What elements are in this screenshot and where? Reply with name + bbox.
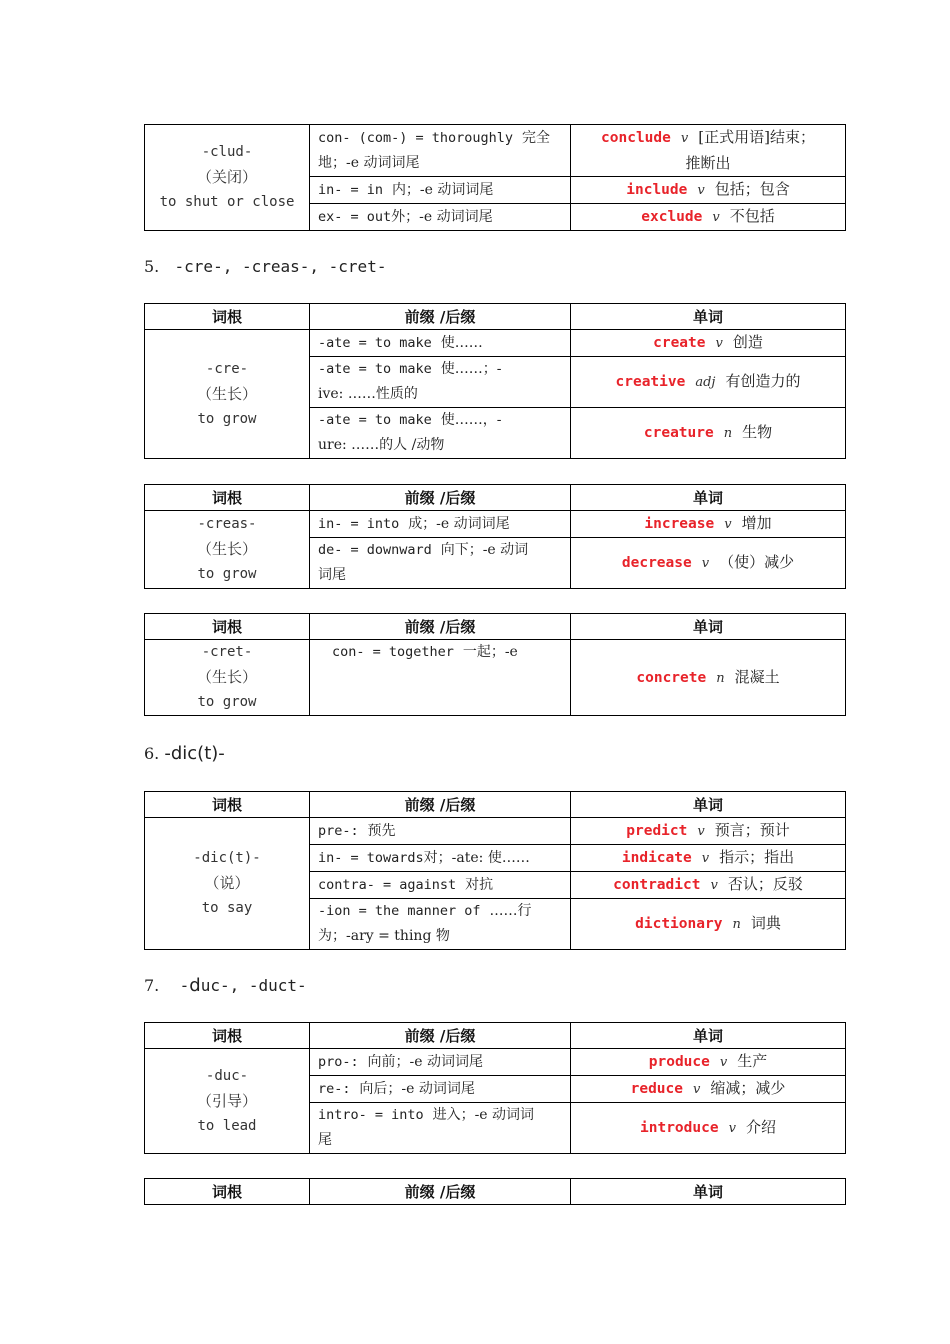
affix-cell: intro- = into 进入；-e 动词词 尾 [310, 1103, 571, 1154]
word-decrease: decrease [621, 555, 692, 571]
header-word: 单词 [571, 792, 846, 818]
affix-cell: con- (com-) = thoroughly 完全地；-e 动词词尾 [310, 125, 571, 177]
table-dict [144, 791, 846, 950]
word-dictionary: dictionary [635, 916, 723, 932]
header-root: 词根 [145, 1179, 310, 1205]
header-root: 词根 [145, 1023, 310, 1049]
header-root: 词根 [145, 485, 310, 511]
word-indicate: indicate [621, 850, 692, 866]
header-affix: 前缀 /后缀 [310, 485, 571, 511]
table-row [145, 818, 846, 845]
affix-cell: -ion = the manner of ……行 为；-ary = thing 物 [310, 899, 571, 950]
table-row [145, 1049, 846, 1076]
root-cell: -creas- （生长） to grow [145, 511, 310, 589]
table-header-row [145, 614, 846, 640]
affix-cell: in- = into 成；-e 动词词尾 [310, 511, 571, 538]
affix-cell: con- = together 一起；-e [310, 640, 571, 716]
section-heading-7: 7. -duc-, -duct- [144, 975, 307, 996]
table-row [145, 330, 846, 357]
header-affix: 前缀 /后缀 [310, 1179, 571, 1205]
word-contradict: contradict [613, 877, 701, 893]
word-cell: increase v 增加 [571, 511, 846, 538]
root-form: -clud- [201, 144, 253, 160]
table-header-row [145, 485, 846, 511]
affix-cell: pro-: 向前；-e 动词词尾 [310, 1049, 571, 1076]
affix-cell: contra- = against 对抗 [310, 872, 571, 899]
header-affix: 前缀 /后缀 [310, 304, 571, 330]
word-include: include [626, 182, 688, 198]
section-heading-5: 5. -cre-, -creas-, -cret- [144, 257, 387, 276]
header-affix: 前缀 /后缀 [310, 1023, 571, 1049]
word-concrete: concrete [636, 669, 707, 686]
root-cell: -duc- （引导） to lead [145, 1049, 310, 1154]
word-cell: creature n 生物 [571, 408, 846, 459]
table-header-row [145, 304, 846, 330]
section-heading-6: 6. -dic(t)- [144, 743, 225, 764]
word-cell: exclude v 不包括 [571, 204, 846, 231]
word-cell: dictionary n 词典 [571, 899, 846, 950]
word-introduce: introduce [640, 1120, 719, 1136]
word-creature: creature [643, 425, 714, 441]
word-cell: produce v 生产 [571, 1049, 846, 1076]
affix-cell: ex- = out外；-e 动词词尾 [310, 204, 571, 231]
table-cre [144, 303, 846, 459]
word-cell: creative adj 有创造力的 [571, 357, 846, 408]
header-word: 单词 [571, 614, 846, 640]
table-duc [144, 1022, 846, 1154]
root-cell: -dic(t)- （说） to say [145, 818, 310, 950]
affix-cell: -ate = to make 使…… [310, 330, 571, 357]
header-root: 词根 [145, 792, 310, 818]
table-header-row [145, 792, 846, 818]
word-increase: increase [644, 516, 715, 532]
header-root: 词根 [145, 614, 310, 640]
word-cell: indicate v 指示；指出 [571, 845, 846, 872]
affix-cell: -ate = to make 使……，- ure: ……的人 /动物 [310, 408, 571, 459]
header-word: 单词 [571, 304, 846, 330]
header-word: 单词 [571, 1179, 846, 1205]
table-creas [144, 484, 846, 589]
word-predict: predict [626, 823, 688, 839]
affix-cell: in- = in 内；-e 动词词尾 [310, 177, 571, 204]
root-meaning-en: to shut or close [159, 194, 295, 210]
affix-cell: de- = downward 向下；-e 动词 词尾 [310, 538, 571, 589]
word-cell: include v 包括；包含 [571, 177, 846, 204]
word-cell: decrease v （使）减少 [571, 538, 846, 589]
word-conclude: conclude [601, 130, 671, 146]
word-reduce: reduce [630, 1081, 683, 1097]
word-cell: create v 创造 [571, 330, 846, 357]
word-cell: conclude v [正式用语]结束； 推断出 [571, 125, 846, 177]
header-affix: 前缀 /后缀 [310, 614, 571, 640]
table-next [144, 1178, 846, 1205]
word-cell: reduce v 缩减；减少 [571, 1076, 846, 1103]
word-creative: creative [615, 374, 686, 390]
table-row [145, 125, 846, 177]
table-row [145, 511, 846, 538]
header-affix: 前缀 /后缀 [310, 792, 571, 818]
affix-cell: -ate = to make 使……；- ive: ……性质的 [310, 357, 571, 408]
word-cell: contradict v 否认；反驳 [571, 872, 846, 899]
word-cell: concrete n 混凝土 [571, 640, 846, 716]
table-cret [144, 613, 846, 716]
header-root: 词根 [145, 304, 310, 330]
word-cell: introduce v 介绍 [571, 1103, 846, 1154]
table-row [145, 640, 846, 716]
affix-cell: in- = towards对；-ate: 使…… [310, 845, 571, 872]
header-word: 单词 [571, 485, 846, 511]
root-cell: -cre- （生长） to grow [145, 330, 310, 459]
table-header-row [145, 1023, 846, 1049]
root-cell [145, 125, 310, 231]
word-produce: produce [648, 1054, 710, 1070]
root-meaning-zh: （关闭） [196, 168, 257, 186]
root-cell: -cret- （生长） to grow [145, 640, 310, 716]
affix-cell: pre-: 预先 [310, 818, 571, 845]
table-header-row [145, 1179, 846, 1205]
word-cell: predict v 预言；预计 [571, 818, 846, 845]
word-create: create [653, 335, 706, 351]
header-word: 单词 [571, 1023, 846, 1049]
table-clud [144, 124, 846, 231]
word-exclude: exclude [641, 209, 703, 225]
affix-cell: re-: 向后；-e 动词词尾 [310, 1076, 571, 1103]
